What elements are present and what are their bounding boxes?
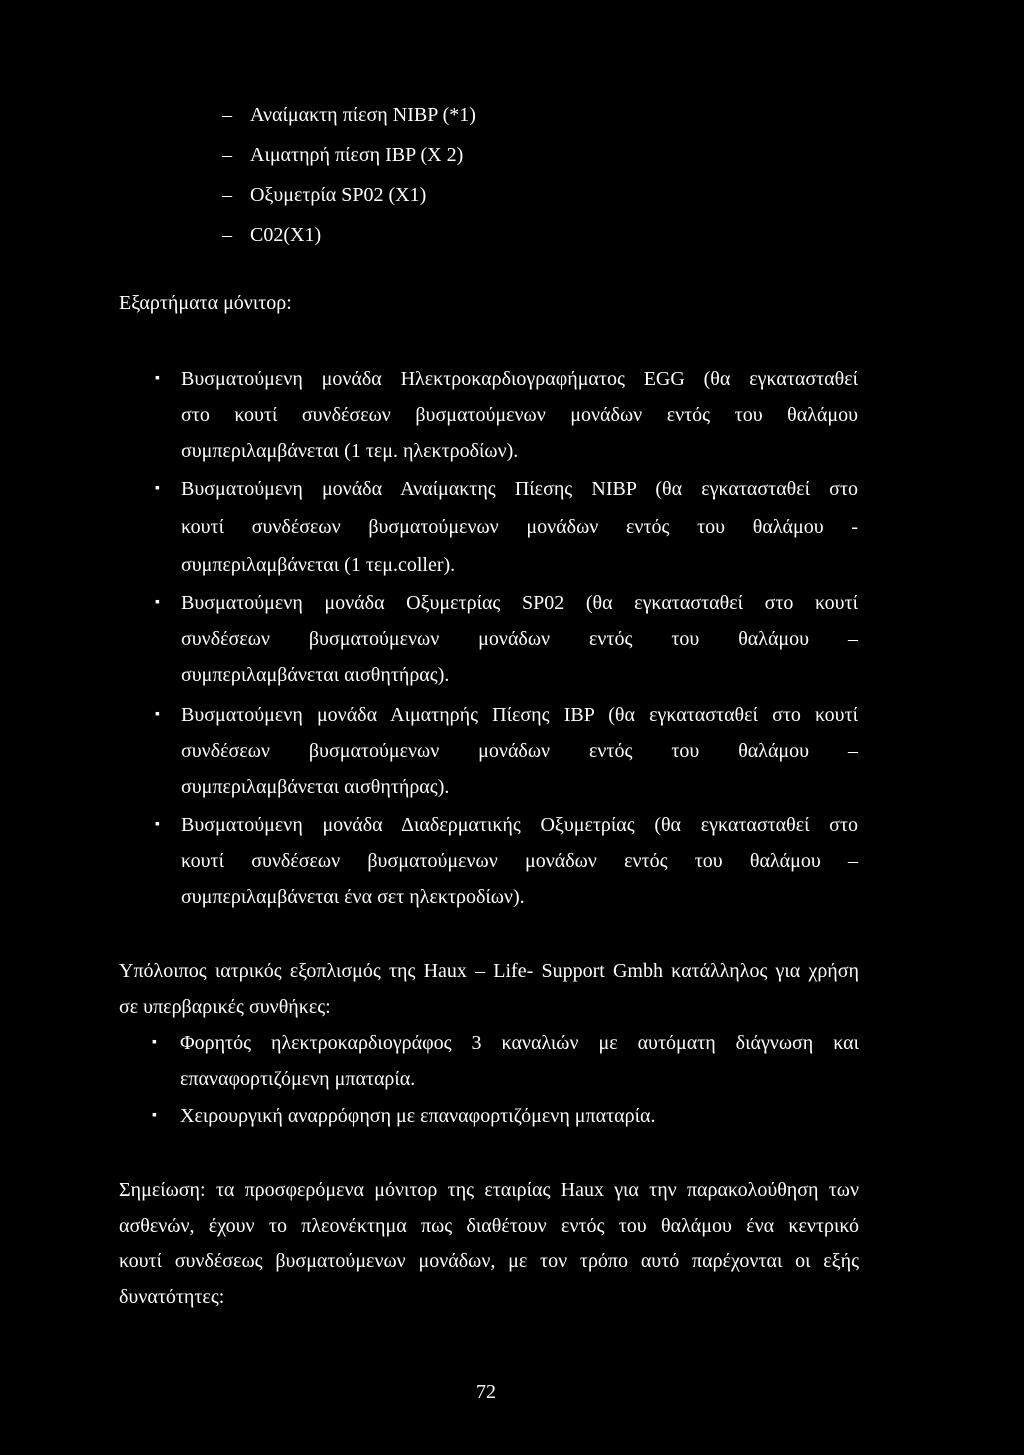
- list-item: C02(X1): [250, 224, 322, 246]
- bullet-icon: ▪: [152, 1035, 157, 1050]
- list-item-line: Βυσματούμενη μονάδα Ηλεκτροκαρδιογραφήματος EGG (θα εγκατασταθεί: [181, 368, 858, 390]
- paragraph-line: σε υπερβαρικές συνθήκες:: [119, 996, 331, 1018]
- list-item-line: συμπεριλαμβάνεται αισθητήρας).: [181, 776, 450, 798]
- list-item: Αναίμακτη πίεση NIBP (*1): [250, 104, 476, 126]
- bullet-icon: ▪: [155, 707, 160, 722]
- list-item-line: συνδέσεων βυσματούμενων μονάδων εντός του θαλάμου –: [181, 740, 858, 762]
- bullet-icon: ▪: [155, 595, 160, 610]
- list-item-line: Φορητός ηλεκτροκαρδιογράφος 3 καναλιών με αυτόματη διάγνωση και: [180, 1032, 859, 1054]
- list-item-line: συμπεριλαμβάνεται αισθητήρας).: [181, 664, 450, 686]
- section-heading: Εξαρτήματα μόνιτορ:: [119, 292, 292, 314]
- list-item-line: συνδέσεων βυσματούμενων μονάδων εντός του θαλάμου –: [181, 628, 858, 650]
- paragraph-line: Σημείωση: τα προσφερόμενα μόνιτορ της εταιρίας Haux για την παρακολούθηση των: [119, 1179, 859, 1201]
- list-item-line: στο κουτί συνδέσεων βυσματούμενων μονάδων εντός του θαλάμου: [181, 404, 858, 426]
- list-item-line: Βυσματούμενη μονάδα Διαδερματικής Οξυμετρίας (θα εγκατασταθεί στο: [181, 814, 858, 836]
- list-dash: –: [222, 104, 232, 126]
- paragraph-line: δυνατότητες:: [119, 1286, 225, 1308]
- list-item-line: κουτί συνδέσεων βυσματούμενων μονάδων εντός του θαλάμου –: [181, 850, 858, 872]
- paragraph-line: κουτί συνδέσεως βυσματούμενων μονάδων, με τον τρόπο αυτό παρέχονται οι εξής: [119, 1250, 859, 1272]
- list-item-line: συμπεριλαμβάνεται ένα σετ ηλεκτροδίων).: [181, 886, 525, 908]
- bullet-icon: ▪: [152, 1108, 157, 1123]
- page-number: 72: [476, 1381, 496, 1403]
- list-item: Οξυμετρία SP02 (X1): [250, 184, 427, 206]
- bullet-icon: ▪: [155, 817, 160, 832]
- list-item: Αιματηρή πίεση IBP (X 2): [250, 144, 464, 166]
- paragraph-line: Υπόλοιπος ιατρικός εξοπλισμός της Haux – Life- Support Gmbh κατάλληλος για χρήση: [119, 960, 859, 982]
- list-item-line: Βυσματούμενη μονάδα Αιματηρής Πίεσης IBP (θα εγκατασταθεί στο κουτί: [181, 704, 858, 726]
- list-dash: –: [222, 224, 232, 246]
- bullet-icon: ▪: [155, 481, 160, 496]
- list-item-line: συμπεριλαμβάνεται (1 τεμ.coller).: [181, 554, 456, 576]
- list-item-line: Βυσματούμενη μονάδα Αναίμακτης Πίεσης NIBP (θα εγκατασταθεί στο: [181, 478, 858, 500]
- list-item-line: Βυσματούμενη μονάδα Οξυμετρίας SP02 (θα εγκατασταθεί στο κουτί: [181, 592, 858, 614]
- list-item-line: κουτί συνδέσεων βυσματούμενων μονάδων εντός του θαλάμου -: [181, 516, 858, 538]
- list-dash: –: [222, 184, 232, 206]
- bullet-icon: ▪: [155, 371, 160, 386]
- list-item-line: Χειρουργική αναρρόφηση με επαναφορτιζόμενη μπαταρία.: [180, 1105, 656, 1127]
- paragraph-line: ασθενών, έχουν το πλεονέκτημα πως διαθέτουν εντός του θαλάμου ένα κεντρικό: [119, 1215, 859, 1237]
- list-dash: –: [222, 144, 232, 166]
- list-item-line: συμπεριλαμβάνεται (1 τεμ. ηλεκτροδίων).: [181, 440, 519, 462]
- list-item-line: επαναφορτιζόμενη μπαταρία.: [180, 1068, 416, 1090]
